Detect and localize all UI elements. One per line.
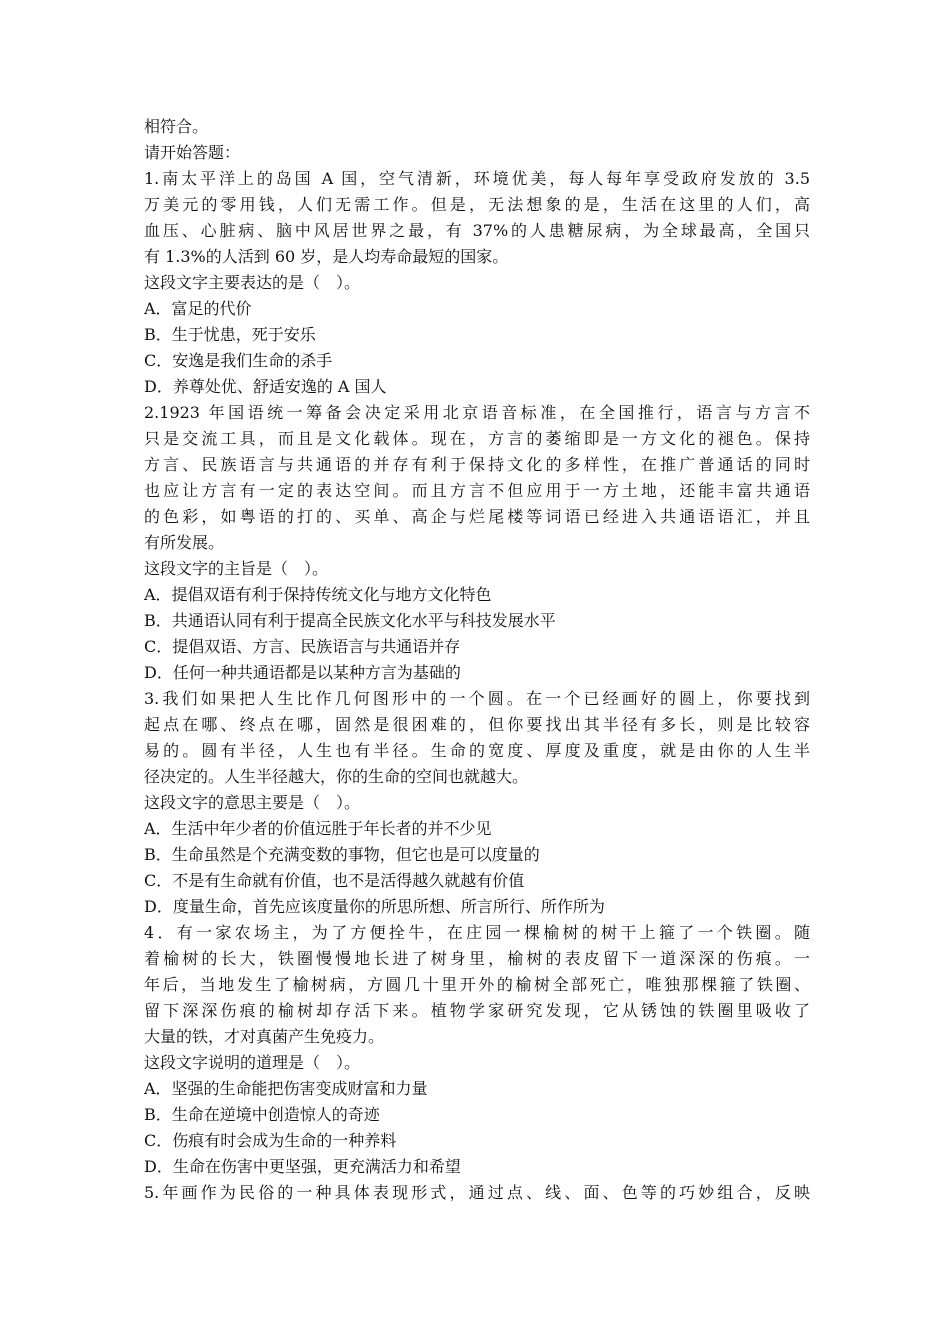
option-b: B．生命在逆境中创造惊人的奇迹	[144, 1105, 380, 1124]
passage-line: 2.1923 年国语统一筹备会决定采用北京语音标准，在全国推行，语言与方言不	[144, 403, 810, 422]
option-a: A．生活中年少者的价值远胜于年长者的并不少见	[144, 819, 492, 838]
question-4	[144, 920, 810, 1180]
passage-line: 年后，当地发生了榆树病，方圆几十里开外的榆树全部死亡，唯独那棵箍了铁圈、	[144, 975, 810, 994]
passage-line: 也应让方言有一定的表达空间。而且方言不但应用于一方土地，还能丰富共通语	[144, 481, 810, 500]
passage-line: 易的。圆有半径，人生也有半径。生命的宽度、厚度及重度，就是由你的人生半	[144, 741, 810, 760]
question-1	[144, 166, 810, 400]
document-page	[144, 114, 810, 1206]
passage-line: 1.南太平洋上的岛国 A 国，空气清新，环境优美，每人每年享受政府发放的 3.5	[144, 169, 810, 188]
option-b: B．生命虽然是个充满变数的事物，但它也是可以度量的	[144, 845, 540, 864]
option-c: C．安逸是我们生命的杀手	[144, 351, 333, 370]
option-list	[144, 296, 810, 400]
passage-line: 有 1.3%的人活到 60 岁，是人均寿命最短的国家。	[144, 247, 509, 266]
option-d: D．养尊处优、舒适安逸的 A 国人	[144, 377, 387, 396]
passage-line: 的色彩，如粤语的打的、买单、高企与烂尾楼等词语已经进入共通语语汇，并且	[144, 507, 810, 526]
question-5	[144, 1180, 810, 1206]
passage-line: 5.年画作为民俗的一种具体表现形式，通过点、线、面、色等的巧妙组合，反映	[144, 1183, 810, 1202]
passage-line: 方言、民族语言与共通语的并存有利于保持文化的多样性，在推广普通话的同时	[144, 455, 810, 474]
question-stem: 这段文字的意思主要是（ ）。	[144, 793, 361, 812]
option-c: C．不是有生命就有价值，也不是活得越久就越有价值	[144, 871, 525, 890]
option-d: D．度量生命，首先应该度量你的所思所想、所言所行、所作所为	[144, 897, 605, 916]
option-d: D．生命在伤害中更坚强，更充满活力和希望	[144, 1157, 461, 1176]
option-a: A．提倡双语有利于保持传统文化与地方文化特色	[144, 585, 492, 604]
passage-line: 起点在哪、终点在哪，固然是很困难的，但你要找出其半径有多长，则是比较容	[144, 715, 810, 734]
intro-line: 相符合。	[144, 117, 209, 136]
intro-instruction: 请开始答题：	[144, 143, 241, 162]
option-b: B．生于忧患，死于安乐	[144, 325, 316, 344]
option-b: B．共通语认同有利于提高全民族文化水平与科技发展水平	[144, 611, 556, 630]
passage-line: 只是交流工具，而且是文化载体。现在，方言的萎缩即是一方文化的褪色。保持	[144, 429, 810, 448]
question-2	[144, 400, 810, 686]
passage-line: 有所发展。	[144, 533, 225, 552]
passage-line: 着榆树的长大，铁圈慢慢地长进了树身里，榆树的表皮留下一道深深的伤痕。一	[144, 949, 810, 968]
option-c: C．伤痕有时会成为生命的一种养料	[144, 1131, 397, 1150]
question-stem: 这段文字的主旨是（ ）。	[144, 559, 329, 578]
option-list	[144, 1076, 810, 1180]
option-list	[144, 582, 810, 686]
passage-line: 留下深深伤痕的榆树却存活下来。植物学家研究发现，它从锈蚀的铁圈里吸收了	[144, 1001, 810, 1020]
option-a: A．坚强的生命能把伤害变成财富和力量	[144, 1079, 428, 1098]
option-list	[144, 816, 810, 920]
option-a: A．富足的代价	[144, 299, 252, 318]
question-stem: 这段文字说明的道理是（ ）。	[144, 1053, 361, 1072]
passage-line: 径决定的。人生半径越大，你的生命的空间也就越大。	[144, 767, 529, 786]
option-c: C．提倡双语、方言、民族语言与共通语并存	[144, 637, 461, 656]
question-3	[144, 686, 810, 920]
passage-line: 血压、心脏病、脑中风居世界之最，有 37%的人患糖尿病，为全球最高，全国只	[144, 221, 810, 240]
passage-line: 4．有一家农场主，为了方便拴牛，在庄园一棵榆树的树干上箍了一个铁圈。随	[144, 923, 810, 942]
passage-line: 3.我们如果把人生比作几何图形中的一个圆。在一个已经画好的圆上，你要找到	[144, 689, 810, 708]
passage-line: 万美元的零用钱，人们无需工作。但是，无法想象的是，生活在这里的人们，高	[144, 195, 810, 214]
option-d: D．任何一种共通语都是以某种方言为基础的	[144, 663, 461, 682]
passage-line: 大量的铁，才对真菌产生免疫力。	[144, 1027, 385, 1046]
question-stem: 这段文字主要表达的是（ ）。	[144, 273, 361, 292]
